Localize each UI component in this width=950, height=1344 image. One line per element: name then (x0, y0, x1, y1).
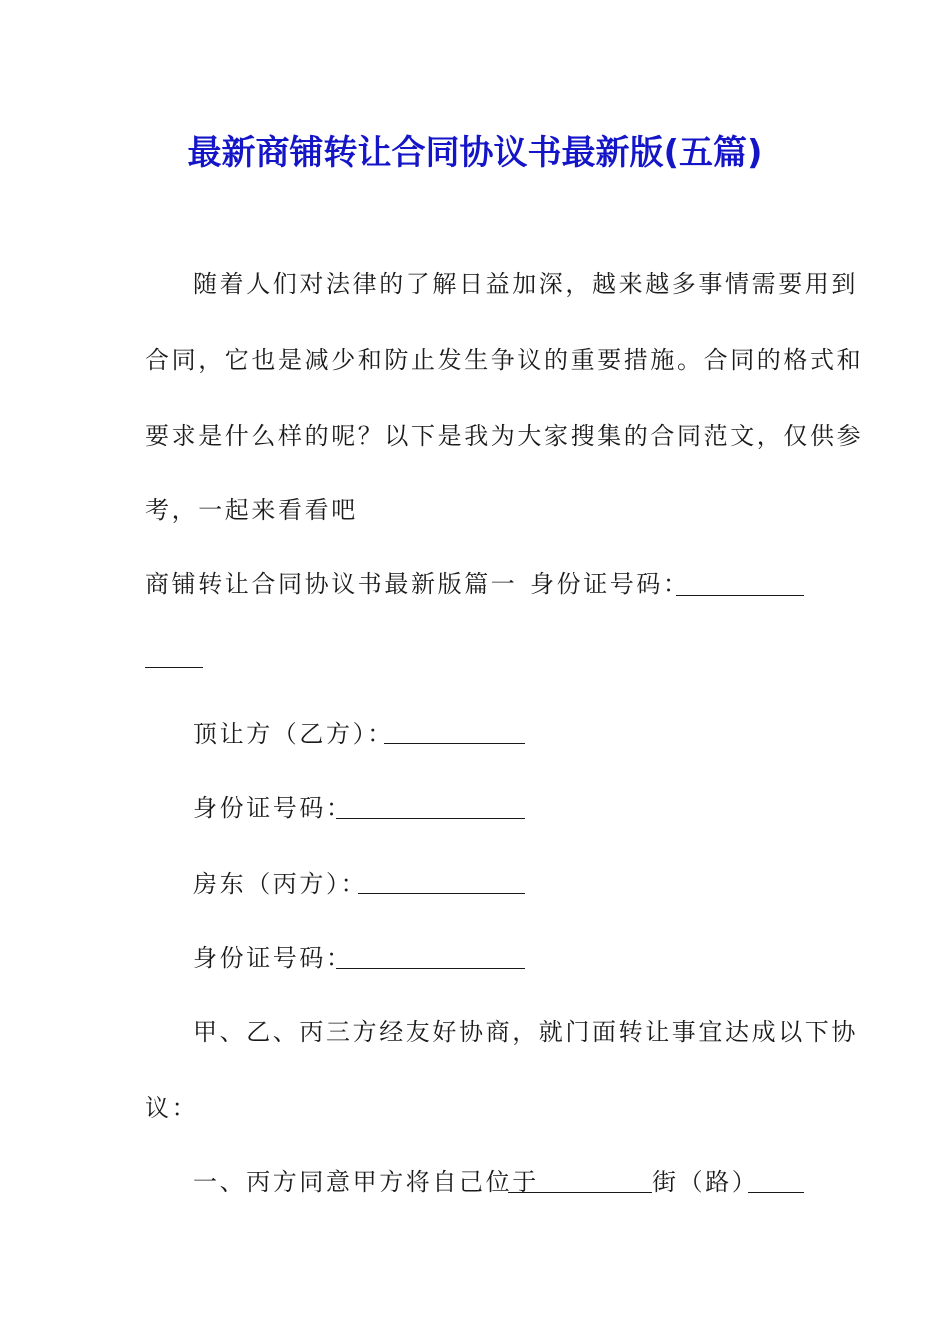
clause-1-street-blank (508, 1192, 652, 1193)
intro-line-3: 要求是什么样的呢？以下是我为大家搜集的合同范文，仅供参 (145, 422, 864, 450)
id-number-blank-2 (336, 818, 525, 819)
id-number-blank-3 (336, 968, 525, 969)
section-heading: 商铺转让合同协议书最新版篇一 (145, 570, 518, 598)
id-number-label-2: 身份证号码： (193, 794, 353, 822)
document-title: 最新商铺转让合同协议书最新版(五篇) (187, 133, 763, 173)
transferee-blank (384, 743, 525, 744)
clause-1-number-blank (748, 1192, 804, 1193)
intro-line-1: 随着人们对法律的了解日益加深，越来越多事情需要用到 (193, 270, 858, 298)
id-number-blank-1 (676, 595, 804, 596)
intro-line-2: 合同，它也是减少和防止发生争议的重要措施。合同的格式和 (145, 346, 864, 374)
clause-1-prefix: 一、丙方同意甲方将自己位于 (193, 1168, 539, 1196)
id-number-label-1: 身份证号码： (530, 570, 690, 598)
intro-line-4: 考，一起来看看吧 (145, 496, 358, 524)
id-number-label-3: 身份证号码： (193, 944, 353, 972)
landlord-blank (358, 893, 525, 894)
transferee-label: 顶让方（乙方）： (193, 720, 394, 748)
landlord-label: 房东（丙方）： (193, 870, 368, 898)
id-number-blank-1-continued (145, 667, 203, 668)
agreement-line-2: 议： (145, 1094, 199, 1122)
agreement-line-1: 甲、乙、丙三方经友好协商，就门面转让事宜达成以下协 (193, 1018, 858, 1046)
clause-1-middle: 街（路） (652, 1168, 759, 1196)
